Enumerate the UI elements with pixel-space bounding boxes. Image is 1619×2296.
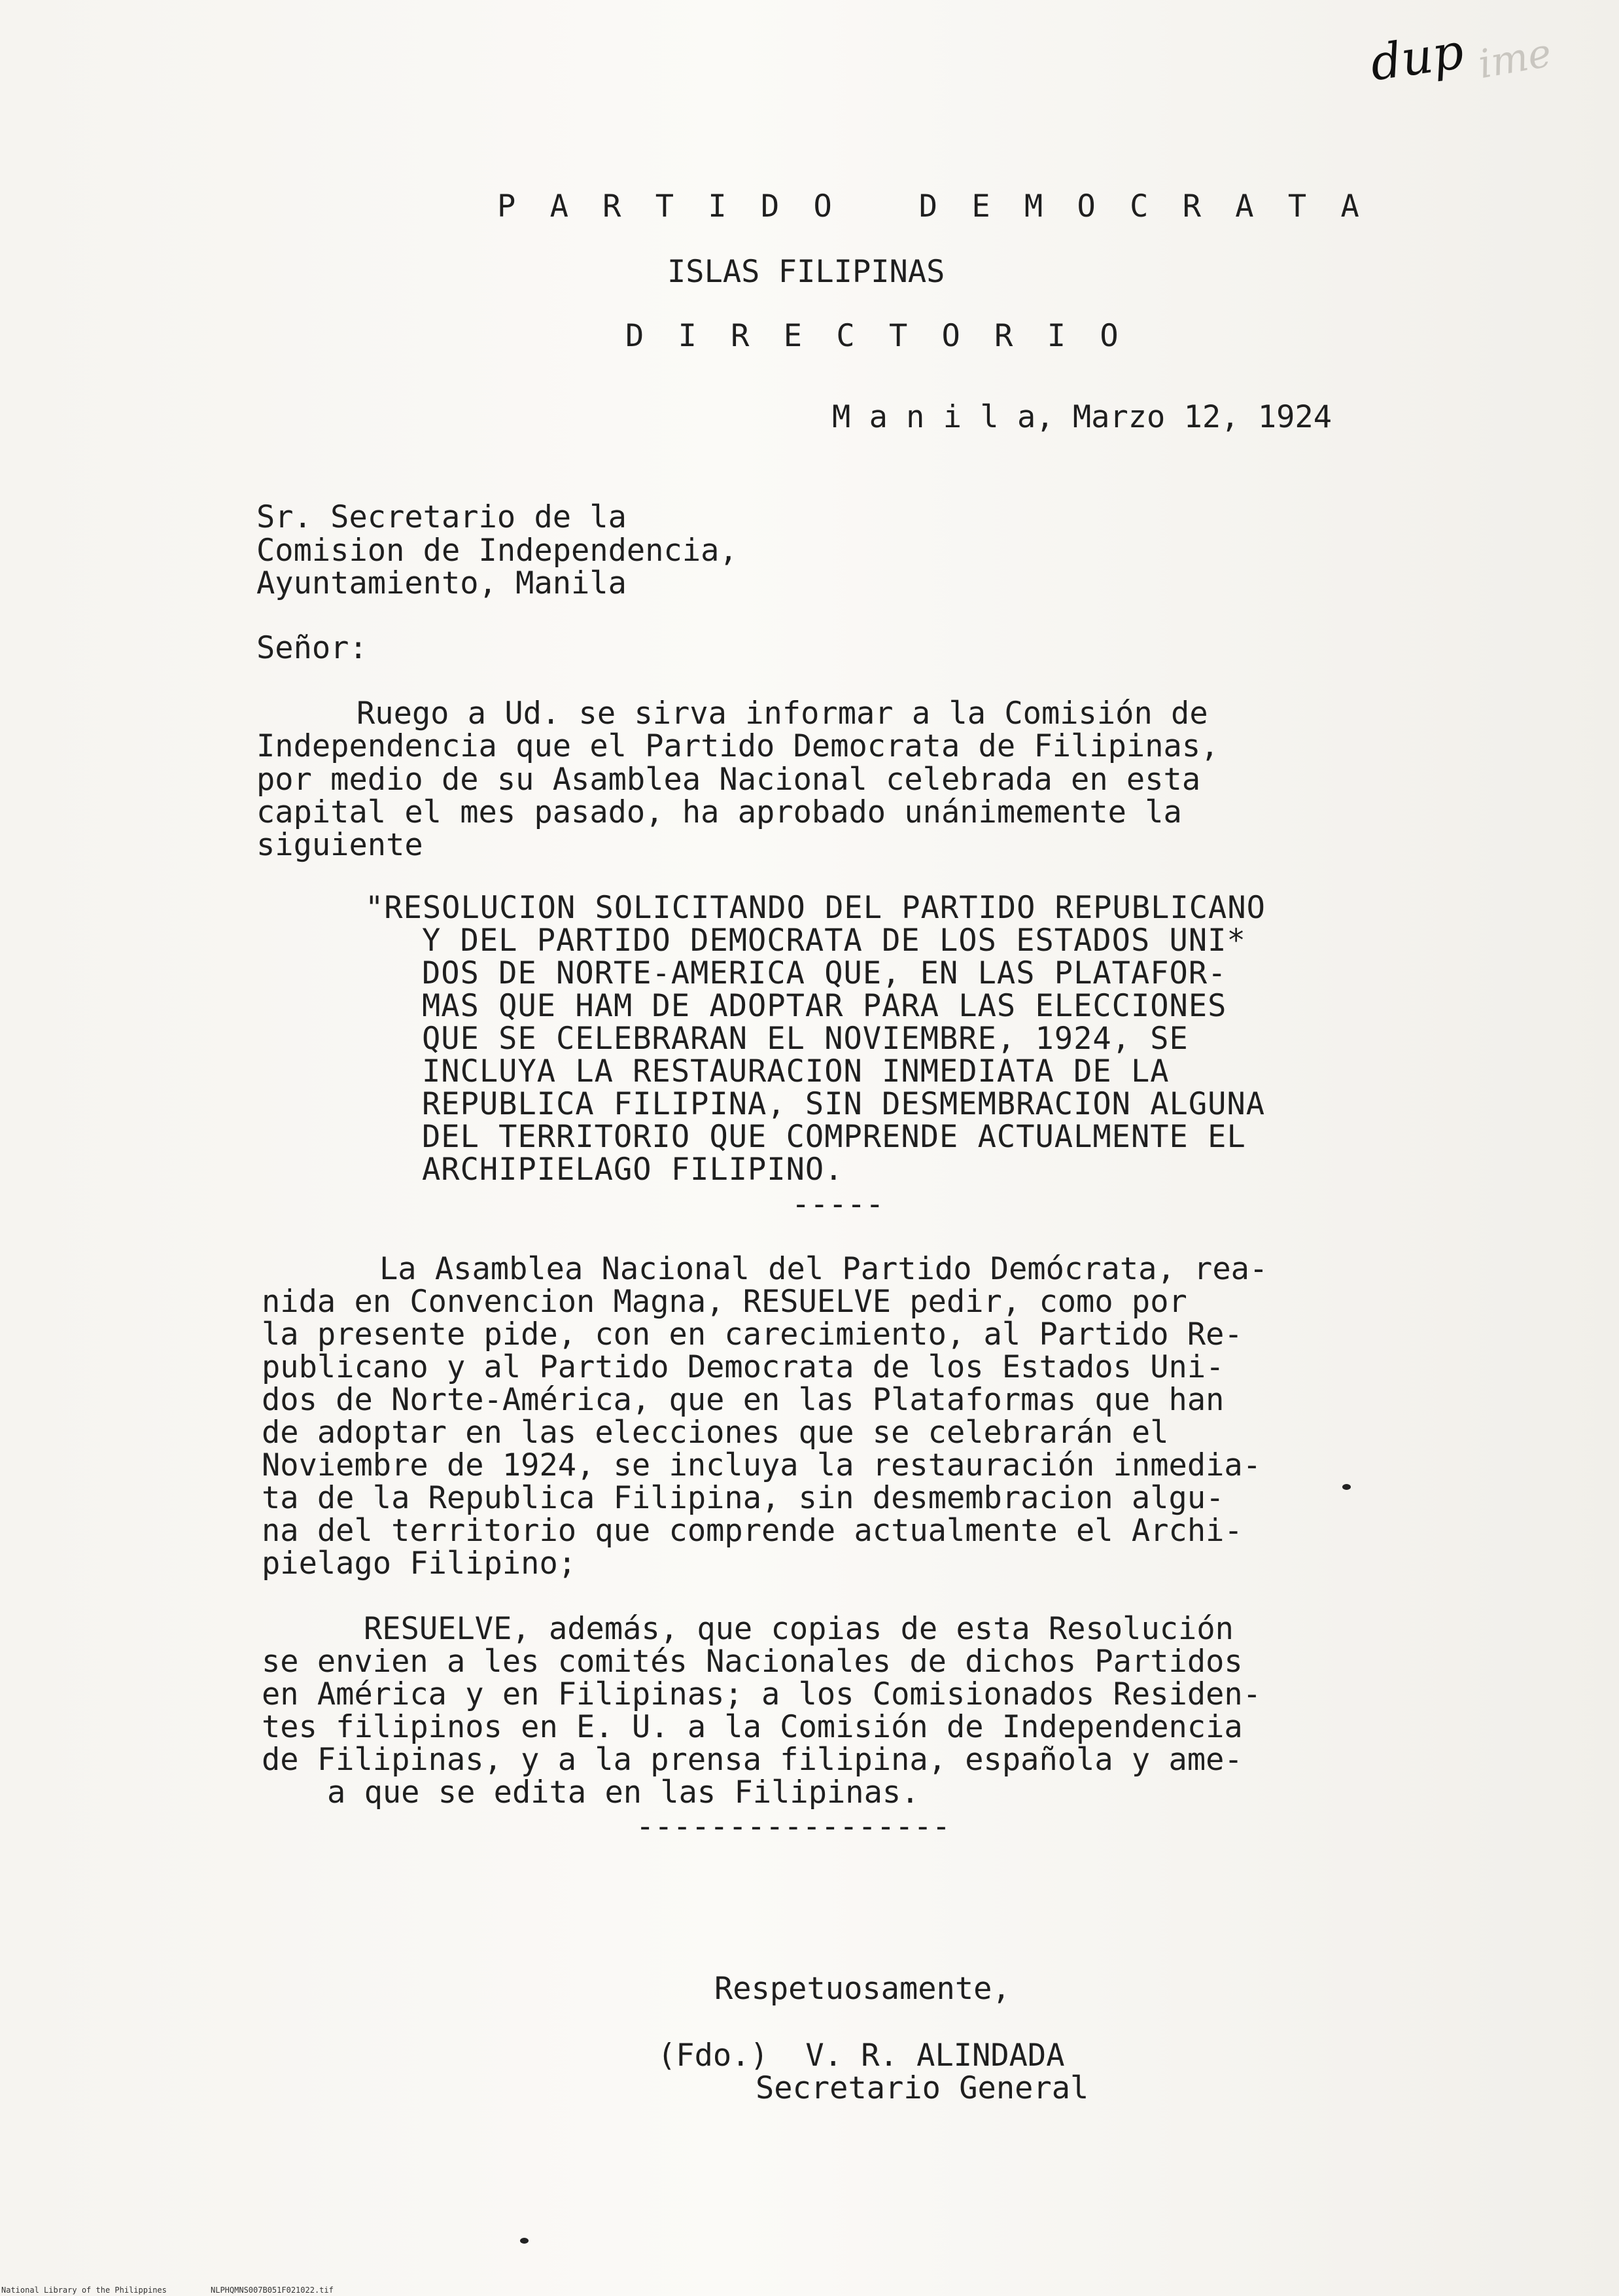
faint-annotation: ime — [1474, 29, 1555, 88]
letter-date: M a n i l a, Marzo 12, 1924 — [832, 399, 1332, 435]
resolution-line: MAS QUE HAM DE ADOPTAR PARA LAS ELECCIONES — [422, 988, 1227, 1024]
ink-mark — [520, 2238, 529, 2244]
footer-library: National Library of the Philippines — [1, 2286, 167, 2295]
body-line: na del territorio que comprende actualmente el Archi- — [262, 1513, 1243, 1549]
resolution-line: DOS DE NORTE-AMERICA QUE, EN LAS PLATAFOR- — [422, 955, 1227, 991]
resolution-line: Y DEL PARTIDO DEMOCRATA DE LOS ESTADOS UNI* — [422, 923, 1246, 959]
body-line: tes filipinos en E. U. a la Comisión de Independencia — [262, 1709, 1243, 1745]
body-line: de Filipinas, y a la prensa filipina, española y ame- — [262, 1742, 1243, 1778]
valediction: Respetuosamente, — [714, 1971, 1011, 2007]
body-line: la presente pide, con en carecimiento, al Partido Re- — [262, 1316, 1243, 1352]
resolution-line: QUE SE CELEBRARAN EL NOVIEMBRE, 1924, SE — [422, 1021, 1189, 1057]
body-line: de adoptar en las elecciones que se celebrarán el — [262, 1415, 1169, 1451]
directorate-heading: D I R E C T O R I O — [625, 318, 1126, 354]
body-line: nida en Convencion Magna, RESUELVE pedir, como por — [262, 1284, 1187, 1320]
short-rule: ----- — [792, 1186, 884, 1222]
body-line: se envien a les comités Nacionales de dichos Partidos — [262, 1644, 1243, 1680]
addressee-line-3: Ayuntamiento, Manila — [256, 565, 627, 601]
resolution-line: REPUBLICA FILIPINA, SIN DESMEMBRACION ALGUNA — [422, 1086, 1266, 1122]
addressee-line-1: Sr. Secretario de la — [256, 499, 627, 535]
long-rule: ----------------- — [636, 1809, 951, 1845]
body-line: dos de Norte-América, que en las Plataformas que han — [262, 1382, 1225, 1418]
resolution-line: "RESOLUCION SOLICITANDO DEL PARTIDO REPUBLICANO — [365, 890, 1266, 926]
body-line: ta de la Republica Filipina, sin desmembracion algu- — [262, 1480, 1225, 1516]
intro-line: por medio de su Asamblea Nacional celebrada en esta — [256, 762, 1201, 798]
body-line: La Asamblea Nacional del Partido Demócrata, rea- — [379, 1251, 1268, 1287]
body-line: en América y en Filipinas; a los Comisionados Residen- — [262, 1676, 1262, 1712]
body-line: RESUELVE, además, que copias de esta Resolución — [364, 1611, 1234, 1647]
resolution-line: DEL TERRITORIO QUE COMPRENDE ACTUALMENTE EL — [422, 1119, 1246, 1155]
salutation: Señor: — [256, 630, 368, 666]
ink-mark — [1342, 1484, 1351, 1490]
intro-line: capital el mes pasado, ha aprobado unánimemente la — [256, 794, 1182, 830]
intro-line: siguiente — [256, 827, 423, 863]
body-line: a que se edita en las Filipinas. — [327, 1775, 920, 1810]
handwritten-annotation: dup — [1367, 23, 1467, 92]
resolution-line: INCLUYA LA RESTAURACION INMEDIATA DE LA — [422, 1053, 1170, 1089]
signatory-title: Secretario General — [756, 2070, 1089, 2106]
resolution-line: ARCHIPIELAGO FILIPINO. — [422, 1152, 844, 1188]
signature-line: (Fdo.) V. R. ALINDADA — [657, 2038, 1065, 2074]
party-heading: P A R T I D O D E M O C R A T A — [497, 188, 1367, 224]
body-line: pielago Filipino; — [262, 1545, 577, 1581]
body-line: publicano y al Partido Democrata de los Estados Uni- — [262, 1349, 1225, 1385]
intro-line: Independencia que el Partido Democrata de Filipinas, — [256, 728, 1219, 764]
footer-file: NLPHQMNS007B051F021022.tif — [211, 2286, 334, 2295]
intro-line: Ruego a Ud. se sirva informar a la Comisión de — [357, 696, 1208, 732]
islands-heading: ISLAS FILIPINAS — [667, 254, 945, 290]
body-line: Noviembre de 1924, se incluya la restauración inmedia- — [262, 1447, 1262, 1483]
addressee-line-2: Comision de Independencia, — [256, 533, 738, 569]
